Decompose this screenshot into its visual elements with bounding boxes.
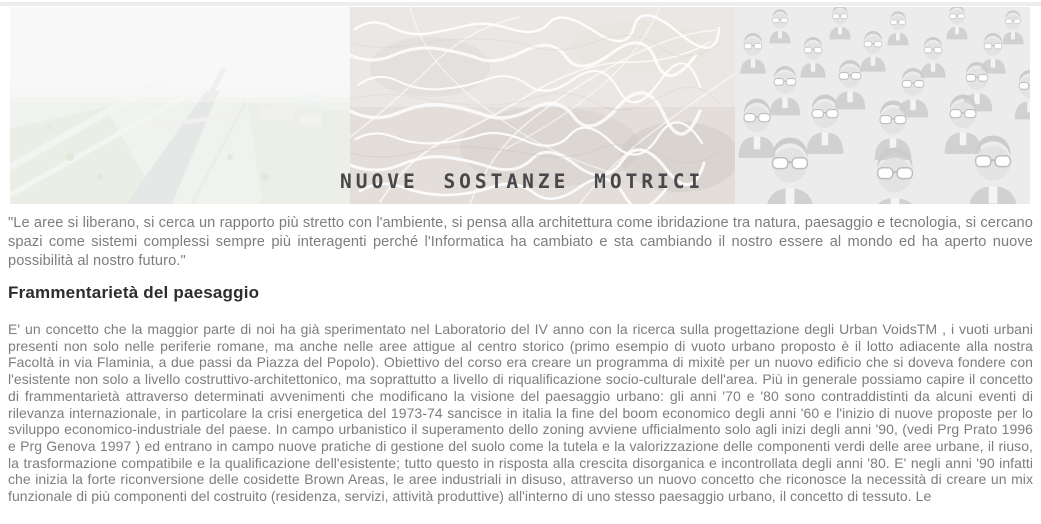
header-collage bbox=[10, 7, 1030, 204]
body-paragraph: E' un concetto che la maggior parte di noi ha già sperimentato nel Laboratorio del IV anno con la ricerca sulla progettazione degli Urban VoidsTM , i vuoti urbani presenti non solo nelle periferie romane, ma anche nelle aree attigue al centro storico (primo esempio di vuoto urbano proposto è il lotto adiacente alla nostra Facoltà in via Flaminia, a due passi da Piazza del Popolo). Obiettivo del corso era creare un programma di mixitè per un nuovo edificio che si doveva fondere con l'esistente non solo a livello costruttivo-architettonico, ma soprattutto a livello di riqualificazione socio-culturale dell'area. Più in generale possiamo capire il concetto di frammentarietà attraverso determinati avvenimenti che modificano la visione del paesaggio urbano: gli anni '70 e '80 sono contraddistinti da alcuni eventi di rilevanza internazionale, in particolare la crisi energetica del 1973-74 sancisce in italia la fine del boom economico degli anni '60 e l'inizio di nuove proposte per lo sviluppo economico-industriale del paese. In campo urbanistico il superamento dello zoning avviene ufficialmento solo agli inizi degli anni '90, (vedi Prg Prato 1996 e Prg Genova 1997 ) ed entrano in campo nuove pratiche di gestione del suolo come la tutela e la valorizzazione delle componenti verdi delle aree urbane, il riuso, la trasformazione compatibile e la qualificazione dell'esistente; tutto questo in risposta alla crescita disorganica e incontrollata degli anni '80. E' negli anni '90 infatti che inizia la forte riconversione delle cosidette Brown Areas, le aree industriali in disuso, attraverso un nuovo concetto che riconosce la necessità di creare un mix funzionale di più componenti del costruito (residenza, servizi, attività produttive) all'interno di uno stesso paesaggio urbano, il concetto di tessuto. Le bbox=[8, 321, 1033, 505]
intro-quote: "Le aree si liberano, si cerca un rapporto più stretto con l'ambiente, si pensa alla architettura come ibridazione tra natura, paesaggio e tecnologia, si cercano spazi come sistemi complessi sempre più interagenti perché l'Informatica ha cambiato e sta cambiando il nostro essere al mondo ed ha aperto nuove possibilità al nostro futuro." bbox=[8, 215, 1033, 269]
aerial-river-photo bbox=[10, 7, 350, 204]
section-heading: Frammentarietà del paesaggio bbox=[8, 283, 260, 302]
top-divider bbox=[0, 2, 1041, 6]
page-title: NUOVE SOSTANZE MOTRICI bbox=[340, 170, 705, 193]
